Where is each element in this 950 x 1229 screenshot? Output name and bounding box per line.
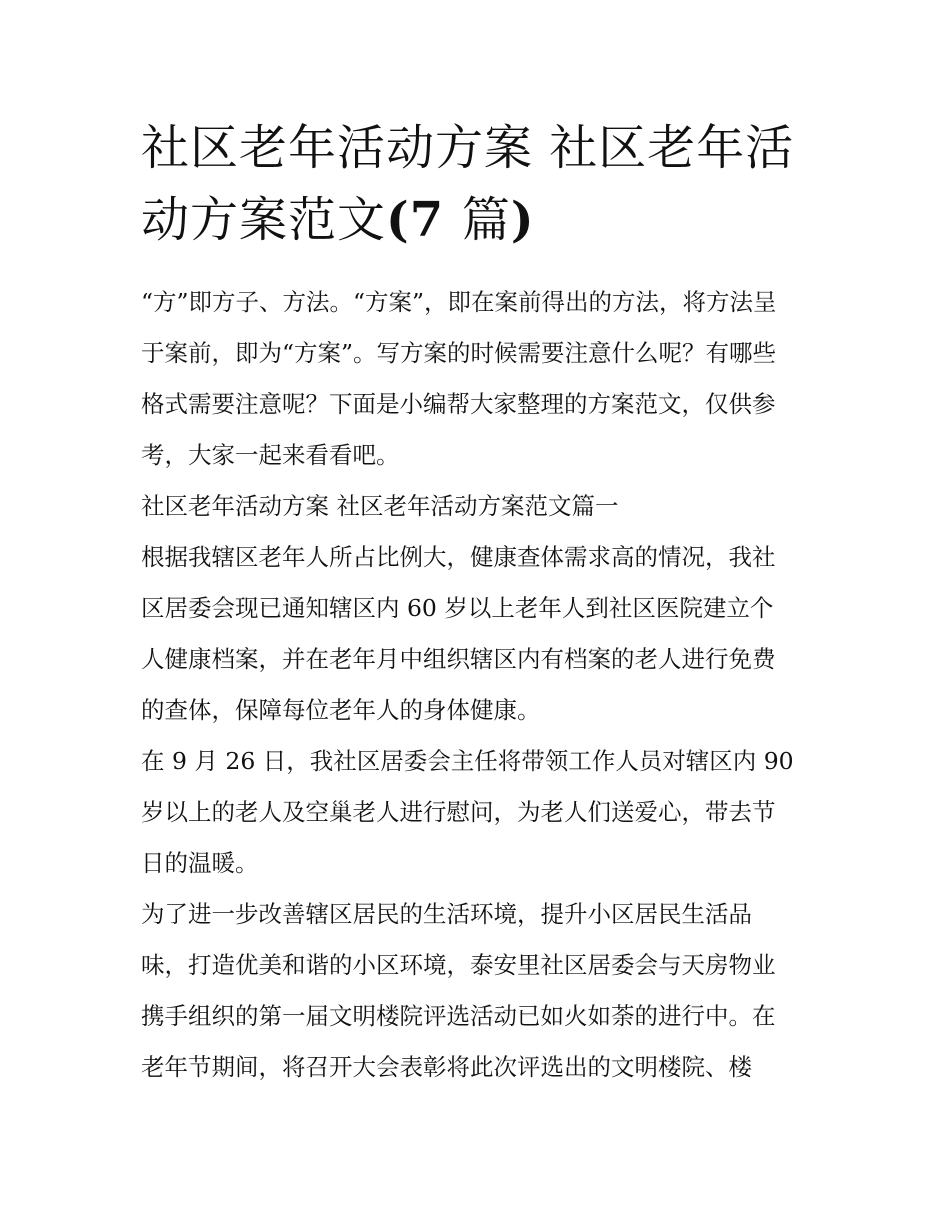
document-content <box>141 112 811 1093</box>
paragraph-line: 人健康档案，并在老年月中组织辖区内有档案的老人进行免费 <box>141 645 776 673</box>
paragraph-line: “方”即方子、方法。“方案”，即在案前得出的方法，将方法呈 <box>141 288 777 316</box>
title-line-2-text: 动方案范文 <box>141 192 387 248</box>
title-count-unit: 篇 <box>461 192 511 248</box>
paragraph-line: 区居委会现已通知辖区内 60 岁以上老年人到社区医院建立个 <box>141 594 774 622</box>
paragraph-line: 格式需要注意呢？下面是小编帮大家整理的方案范文，仅供参 <box>141 390 776 418</box>
title-close-paren: ) <box>510 192 535 248</box>
paragraph-line: 味，打造优美和谐的小区环境，泰安里社区居委会与天房物业 <box>141 951 776 979</box>
paragraph-line: 日的温暖。 <box>141 849 259 877</box>
paragraph-line: 根据我辖区老年人所占比例大，健康查体需求高的情况，我社 <box>141 543 776 571</box>
paragraph-line: 在 9 月 26 日，我社区居委会主任将带领工作人员对辖区内 90 <box>141 747 794 775</box>
section-heading-text: 社区老年活动方案 社区老年活动方案范文篇一 <box>141 492 619 520</box>
paragraph-line: 老年节期间，将召开大会表彰将此次评选出的文明楼院、楼 <box>141 1053 752 1081</box>
paragraph-health-check <box>141 532 811 736</box>
paragraph-line: 为了进一步改善辖区居民的生活环境，提升小区居民生活品 <box>141 900 752 928</box>
paragraph-line: 考，大家一起来看看吧。 <box>141 441 400 469</box>
title-count: (7 <box>386 192 462 248</box>
document-title <box>141 112 811 256</box>
paragraph-intro <box>141 277 811 481</box>
section-heading <box>141 481 811 532</box>
document-body <box>141 277 811 1093</box>
paragraph-line: 于案前，即为“方案”。写方案的时候需要注意什么呢？有哪些 <box>141 339 777 367</box>
title-line-1: 社区老年活动方案 社区老年活 <box>141 120 795 176</box>
paragraph-visit <box>141 736 811 889</box>
paragraph-line: 携手组织的第一届文明楼院评选活动已如火如荼的进行中。在 <box>141 1002 776 1030</box>
paragraph-environment <box>141 889 811 1093</box>
title-line-2 <box>141 184 811 256</box>
paragraph-line: 的查体，保障每位老年人的身体健康。 <box>141 696 541 724</box>
paragraph-line: 岁以上的老人及空巢老人进行慰问，为老人们送爱心，带去节 <box>141 798 776 826</box>
